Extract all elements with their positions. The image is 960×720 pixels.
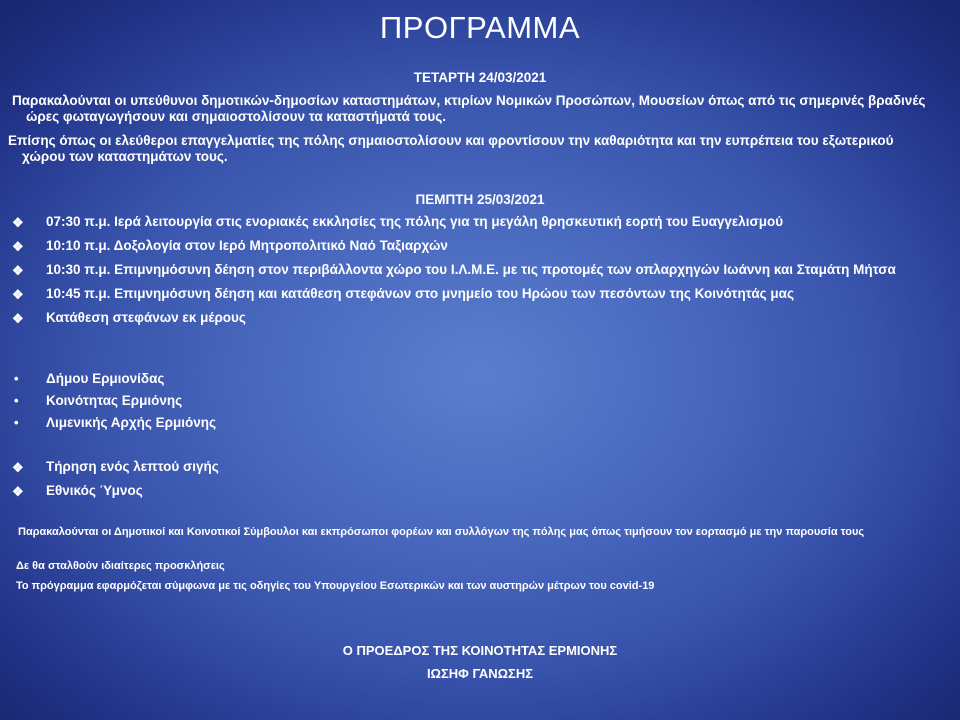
signature-role: Ο ΠΡΟΕΔΡΟΣ ΤΗΣ ΚΟΙΝΟΤΗΤΑΣ ΕΡΜΙΟΝΗΣ <box>342 643 618 658</box>
events-list <box>12 214 952 326</box>
diamond-bullet-icon: ❖ <box>12 239 24 254</box>
list-item: ❖ 10:30 π.μ. Επιμνημόσυνη δέηση στον περιβάλλοντα χώρο του Ι.Λ.Μ.Ε. με τις προτομές των οπλαρχηγών Ιωάννη και Σταμάτη Μήτσα <box>12 262 896 278</box>
list-item: • Λιμενικής Αρχής Ερμιόνης <box>14 415 217 430</box>
closing-list <box>12 459 612 499</box>
diamond-bullet-icon: ❖ <box>12 460 24 475</box>
page-title: ΠΡΟΓΡΑΜΜΑ <box>379 10 581 45</box>
signature-name: ΙΩΣΗΦ ΓΑΝΩΣΗΣ <box>426 666 534 681</box>
list-item: • Δήμου Ερμιονίδας <box>14 371 165 386</box>
diamond-bullet-icon: ❖ <box>12 263 24 278</box>
list-item: ❖ Εθνικός Ύμνος <box>12 483 143 499</box>
dot-bullet-icon: • <box>14 393 19 408</box>
note-councillors: Παρακαλούνται οι Δημοτικοί και Κοινοτικοί Σύμβουλοι και εκπρόσωποι φορέων και συλλόγων της πόλης μας όπως τιμήσουν τον εορτασμό με την παρουσία τους <box>18 526 865 538</box>
dot-bullet-icon: • <box>14 371 19 386</box>
diamond-bullet-icon: ❖ <box>12 287 24 302</box>
date-heading-thursday: ΠΕΜΠΤΗ 25/03/2021 <box>415 192 545 207</box>
list-item: • Κοινότητας Ερμιόνης <box>14 393 183 408</box>
paragraph-professionals: Επίσης όπως οι ελεύθεροι επαγγελματίες της πόλης σημαιοστολίσουν και φροντίσουν την καθαριότητα και την ευπρέπεια του εξωτερικού χώρου των καταστημάτων τους. <box>8 133 894 164</box>
paragraph-shops-lighting: Παρακαλούνται οι υπεύθυνοι δημοτικών-δημοσίων καταστημάτων, κτιρίων Νομικών Προσώπων, Μουσείων όπως από τις σημερινές βραδινές ώρες φωταγωγήσουν και σημαιοστολίσουν τα καταστήματά τους. <box>12 93 926 124</box>
wreath-list <box>12 371 612 431</box>
list-item: ❖ 07:30 π.μ. Ιερά λειτουργία στις ενοριακές εκκλησίες της πόλης για τη μεγάλη θρησκευτική εορτή του Ευαγγελισμού <box>12 214 784 230</box>
note-no-invitations: Δε θα σταλθούν ιδιαίτερες προσκλήσεις <box>16 560 225 572</box>
date-heading-wednesday: ΤΕΤΑΡΤΗ 24/03/2021 <box>413 70 547 85</box>
diamond-bullet-icon: ❖ <box>12 215 24 230</box>
diamond-bullet-icon: ❖ <box>12 311 24 326</box>
dot-bullet-icon: • <box>14 415 19 430</box>
list-item: ❖ Κατάθεση στεφάνων εκ μέρους <box>12 310 246 326</box>
diamond-bullet-icon: ❖ <box>12 484 24 499</box>
list-item: ❖ 10:45 π.μ. Επιμνημόσυνη δέηση και κατάθεση στεφάνων στο μνημείο του Ηρώου των πεσόντων της Κοινότητάς μας <box>12 286 794 302</box>
list-item: ❖ Τήρηση ενός λεπτού σιγής <box>12 459 219 475</box>
list-item: ❖ 10:10 π.μ. Δοξολογία στον Ιερό Μητροπολιτικό Ναό Ταξιαρχών <box>12 238 448 254</box>
note-covid-measures: Το πρόγραμμα εφαρμόζεται σύμφωνα με τις οδηγίες του Υπουργείου Εσωτερικών και των αυστηρών μέτρων του covid-19 <box>16 580 655 592</box>
